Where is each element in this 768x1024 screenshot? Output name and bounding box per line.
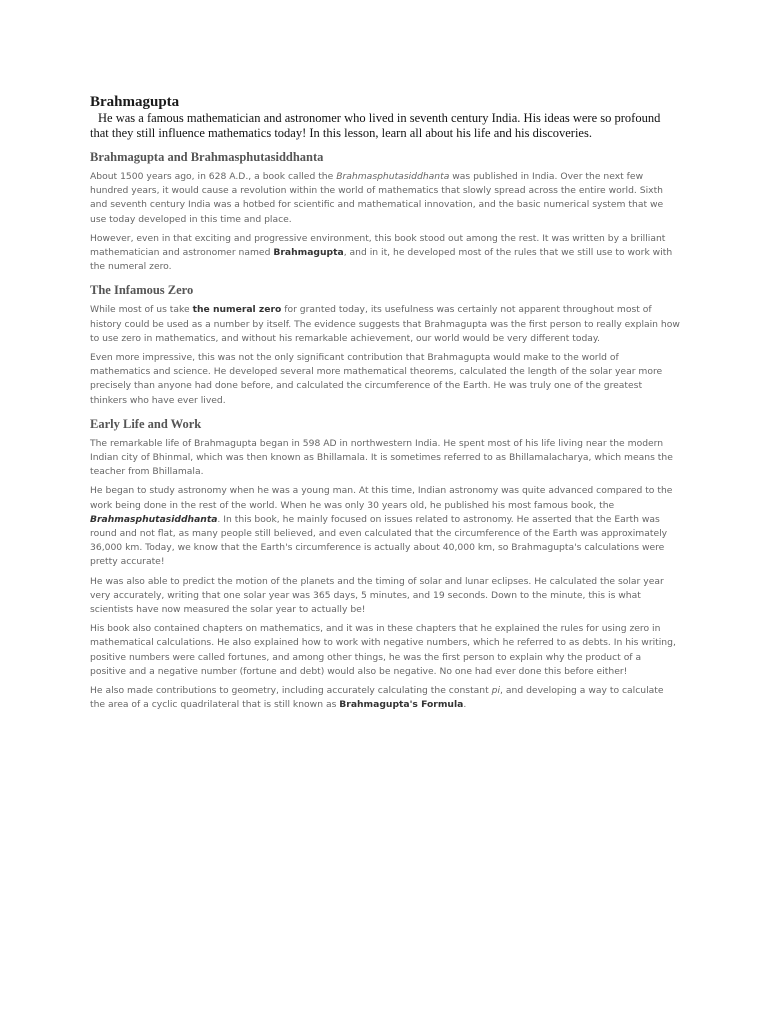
text-run: was published in India. Over the next few hundred years, it would cause a revolution within the world of mathematics that slowly spread across the entire world. Sixth and seventh century India was a hotbed for scientific and mathematical innovation, and the basic numerical system that we use today developed in this time and place. [90,171,664,225]
paragraph [90,484,680,569]
bold-text: the numeral zero [192,304,282,316]
italic-text: pi [491,685,501,697]
text-run: However, even in that exciting and progressive environment, this book stood out among the rest. It was written by a brilliant mathematician and astronomer named [90,232,666,259]
paragraph [90,684,680,712]
paragraph: Even more impressive, this was not the only significant contribution that Brahmagupta would make to the world of mathematics and science. He developed several more mathematical theorems, calculated the length of the solar year more precisely than anyone had done before, and calculated the circumference of the Earth. He was truly one of the greatest thinkers who have ever lived. [90,352,663,406]
intro-paragraph: He was a famous mathematician and astronomer who lived in seventh century India. His ideas were so profound that they still influence mathematics today! In this lesson, learn all about his life and his discoveries. [90,111,661,140]
document-page [90,94,680,718]
text-run: He began to study astronomy when he was a young man. At this time, Indian astronomy was quite advanced compared to the work being done in the rest of the world. When he was only 30 years old, he published his most famous book, the [90,485,673,511]
bold-italic-text: Brahmasphutasiddhanta [90,513,218,525]
text-run: . In this book, he mainly focused on issues related to astronomy. He asserted that the Earth was round and not flat, as many people still believed, and even calculated that the circumference of the Earth was approximately 36,000 km. Today, we know that the Earth's circumference is actually about 40,000 km, so Brahmagupta's calculations were pretty accurate! [90,513,668,568]
paragraph [90,232,680,275]
italic-text: Brahmasphutasiddhanta [336,171,450,182]
bold-text: Brahmagupta's Formula [339,699,464,711]
bold-text: Brahmagupta [273,247,344,259]
paragraph: He was also able to predict the motion of the planets and the timing of solar and lunar eclipses. He calculated the solar year very accurately, writing that one solar year was 365 days, 5 minutes, and 19 seconds. Down to the minute, this is what scientists have now measured the solar year to actually be! [90,575,664,616]
text-run: He also made contributions to geometry, including accurately calculating the constant [90,685,492,697]
text-run: , and developing a way to calculate the area of a cyclic quadrilateral that is still known as [90,685,664,711]
text-run: for granted today, its usefulness was certainly not apparent throughout most of history could be used as a number by itself. The evidence suggests that Brahmagupta was the first person to really explain how to use zero in mathematics, and without his remarkable achievement, our world would be very different today. [90,304,680,344]
text-run: , and in it, he developed most of the rules that we still use to work with the numeral zero. [90,247,673,273]
paragraph [90,303,680,346]
text-run: About 1500 years ago, in 628 A.D., a book called the [90,171,337,182]
section-heading-brahmasphutasiddhanta: Brahmagupta and Brahmasphutasiddhanta [90,150,324,164]
text-run: While most of us take [90,304,193,316]
document-title: Brahmagupta [90,94,180,110]
paragraph [90,170,680,227]
paragraph: The remarkable life of Brahmagupta began in 598 AD in northwestern India. He spent most of his life living near the modern Indian city of Bhinmal, which was then known as Bhillamala. It is sometimes referred to as Bhillamalacharya, which means the teacher from Bhillamala. [90,437,673,478]
paragraph: His book also contained chapters on mathematics, and it was in these chapters that he explained the rules for using zero in mathematical calculations. He also explained how to work with negative numbers, which he referred to as debts. In his writing, positive numbers were called fortunes, and among other things, he was the first person to explain why the product of a positive and a negative number (fortune and debt) would also be negative. No one had ever done this before either! [90,623,676,677]
section-heading-infamous-zero: The Infamous Zero [90,283,194,298]
text-run: . [463,699,467,711]
section-heading-early-life: Early Life and Work [90,416,202,431]
